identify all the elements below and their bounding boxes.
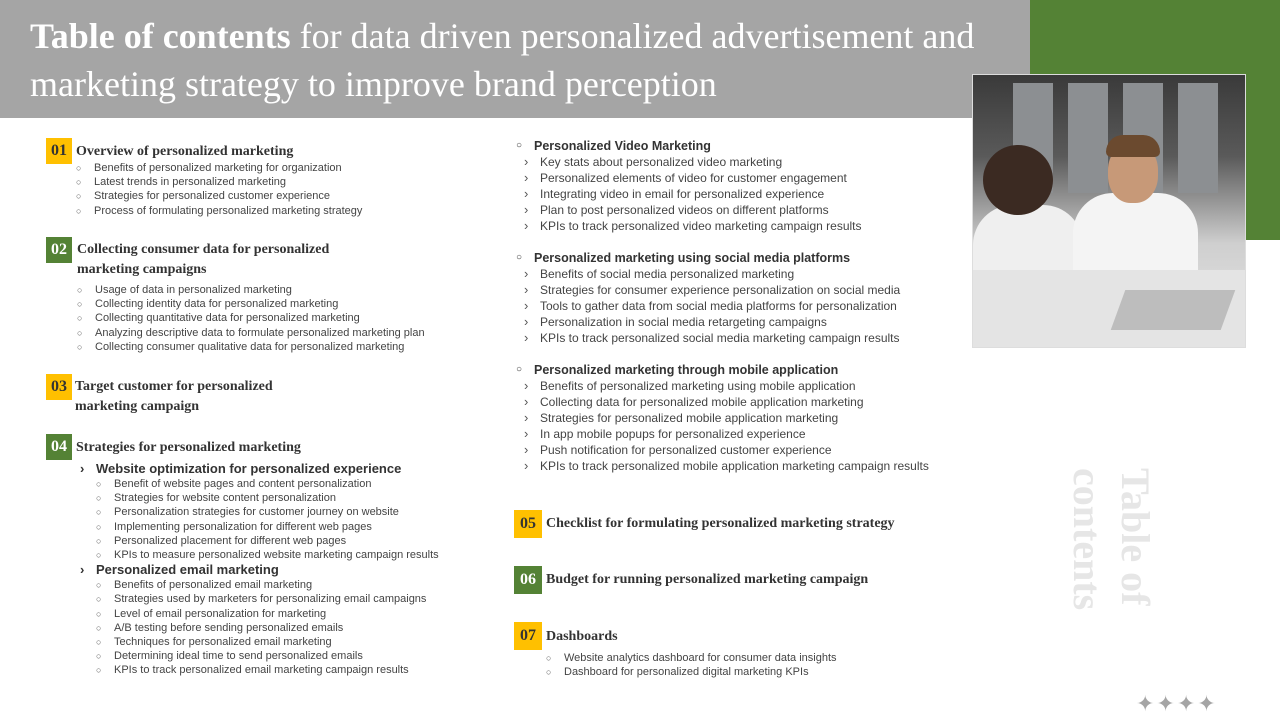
list-item: ○ Strategies used by marketers for personalizing email campaigns — [96, 592, 439, 606]
subsection-title: ○ Personalized marketing using social media platforms — [516, 250, 966, 266]
list-item: › KPIs to track personalized social media marketing campaign results — [520, 330, 966, 346]
list-item: ○ Implementing personalization for different web pages — [96, 520, 439, 534]
section-items — [76, 161, 362, 218]
list-item: › KPIs to track personalized video marketing campaign results — [520, 218, 966, 234]
section-items — [77, 283, 425, 354]
subsection-items — [96, 578, 439, 677]
list-item: › In app mobile popups for personalized experience — [520, 426, 976, 442]
list-item: › Benefits of personalized marketing using mobile application — [520, 378, 976, 394]
section-title: Dashboards — [546, 629, 618, 644]
page-title — [30, 12, 1020, 108]
list-item: ○ Benefits of personalized email marketing — [96, 578, 439, 592]
subsection-mobile — [516, 362, 976, 474]
list-item: ○ Benefit of website pages and content personalization — [96, 477, 439, 491]
list-item: ○ Collecting identity data for personalized marketing — [77, 297, 425, 311]
list-item: › Integrating video in email for personalized experience — [520, 186, 966, 202]
list-item: › KPIs to track personalized mobile application marketing campaign results — [520, 458, 976, 474]
section-title-line: marketing campaign — [75, 399, 200, 414]
subsection-items — [520, 266, 966, 346]
vertical-watermark: Table of contents — [1065, 468, 1158, 611]
section-title-line: Target customer for personalized — [75, 379, 273, 394]
list-item: ○ Personalized placement for different web pages — [96, 534, 439, 548]
list-item: ○ Website analytics dashboard for consumer data insights — [546, 651, 837, 665]
list-item: › Benefits of social media personalized marketing — [520, 266, 966, 282]
subsection-items — [96, 477, 439, 562]
title-rest: for data driven personalized advertisement and marketing strategy to improve brand perception — [30, 16, 975, 104]
list-item: ○ Collecting quantitative data for personalized marketing — [77, 311, 425, 325]
section-07 — [514, 622, 954, 682]
subsection-title: › Personalized email marketing — [80, 562, 279, 578]
subsection-video — [516, 138, 966, 234]
list-item: ○ Analyzing descriptive data to formulate personalized marketing plan — [77, 326, 425, 340]
list-item: ○ Personalization strategies for customer journey on website — [96, 505, 439, 519]
section-06 — [514, 566, 954, 596]
list-item: › Push notification for personalized customer experience — [520, 442, 976, 458]
subsection-items — [520, 378, 976, 474]
section-05 — [514, 510, 954, 540]
list-item: ○ A/B testing before sending personalized emails — [96, 621, 439, 635]
list-item: ○ Dashboard for personalized digital marketing KPIs — [546, 665, 837, 679]
office-meeting-photo — [972, 74, 1246, 348]
section-title — [77, 240, 437, 280]
list-item: › Strategies for personalized mobile application marketing — [520, 410, 976, 426]
list-item: ○ Strategies for personalized customer experience — [76, 189, 362, 203]
list-item: › Personalized elements of video for customer engagement — [520, 170, 966, 186]
list-item: ○ Collecting consumer qualitative data for personalized marketing — [77, 340, 425, 354]
section-title: Strategies for personalized marketing — [76, 440, 301, 455]
list-item: ○ KPIs to measure personalized website marketing campaign results — [96, 548, 439, 562]
subsection-title: ○ Personalized Video Marketing — [516, 138, 966, 154]
list-item: ○ Techniques for personalized email marketing — [96, 635, 439, 649]
section-number: 04 — [46, 434, 72, 460]
list-item: ○ Process of formulating personalized marketing strategy — [76, 204, 362, 218]
subsection-title: ○ Personalized marketing through mobile application — [516, 362, 976, 378]
list-item: › Key stats about personalized video marketing — [520, 154, 966, 170]
list-item: ○ Determining ideal time to send personalized emails — [96, 649, 439, 663]
section-number: 06 — [514, 566, 542, 594]
section-title-line: marketing campaigns — [77, 262, 207, 277]
list-item: › Plan to post personalized videos on different platforms — [520, 202, 966, 218]
list-item: › Personalization in social media retargeting campaigns — [520, 314, 966, 330]
section-number: 01 — [46, 138, 72, 164]
title-bold: Table of contents — [30, 16, 291, 56]
list-item: ○ Latest trends in personalized marketing — [76, 175, 362, 189]
list-item: ○ Strategies for website content personalization — [96, 491, 439, 505]
list-item: › Tools to gather data from social media platforms for personalization — [520, 298, 966, 314]
subsection-social — [516, 250, 966, 346]
subsection-website — [76, 461, 439, 678]
list-item: ○ Benefits of personalized marketing for organization — [76, 161, 362, 175]
section-title — [75, 377, 395, 417]
list-item: › Collecting data for personalized mobile application marketing — [520, 394, 976, 410]
section-title: Budget for running personalized marketing campaign — [546, 572, 869, 587]
list-item: ○ Level of email personalization for marketing — [96, 607, 439, 621]
list-item: ○ KPIs to track personalized email marketing campaign results — [96, 663, 439, 677]
section-title: Checklist for formulating personalized marketing strategy — [546, 516, 895, 531]
section-number: 03 — [46, 374, 72, 400]
subsection-items — [520, 154, 966, 234]
section-number: 07 — [514, 622, 542, 650]
section-number: 02 — [46, 237, 72, 263]
section-title-line: Collecting consumer data for personalized — [77, 242, 330, 257]
decor-stars-icon: ✦✦✦✦ — [1136, 691, 1218, 716]
section-title: Overview of personalized marketing — [76, 144, 294, 159]
section-number: 05 — [514, 510, 542, 538]
list-item: ○ Usage of data in personalized marketing — [77, 283, 425, 297]
subsection-title: › Website optimization for personalized experience — [80, 461, 402, 476]
list-item: › Strategies for consumer experience personalization on social media — [520, 282, 966, 298]
section-items — [546, 651, 837, 679]
